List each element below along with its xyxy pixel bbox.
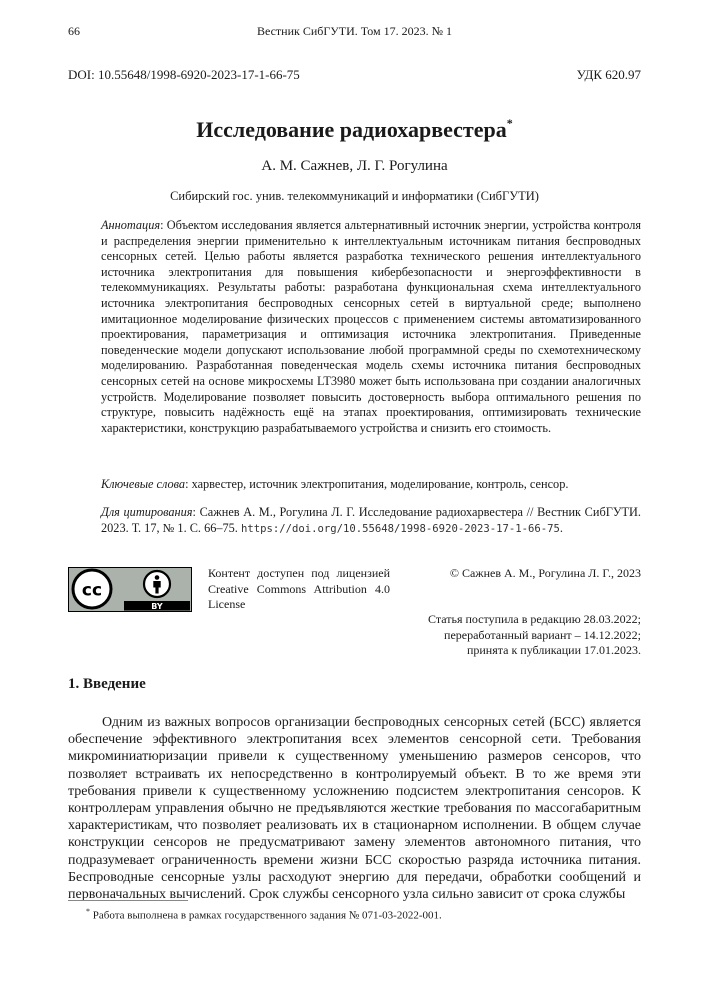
accepted-date: принята к публикации 17.01.2023. xyxy=(466,643,641,657)
license-text: Контент доступен под лицензией Creative Commons Attribution 4.0 License xyxy=(208,566,390,611)
udk-code: УДК 620.97 xyxy=(576,67,641,82)
cc-badge-label: cc xyxy=(81,580,103,601)
body-paragraph: Одним из важных вопросов организации беспроводных сенсорных сетей (БСС) является обеспечение эффективного электропитания всех элементов сенсорной сети. Требования микроминиатюризации привели к существенному уменьшению размеров сенсоров, что позволяет встраивать их непосредственно в контролируемый объект. В то же время эти требования привели к существенному усложнению подсистем электропитания сенсоров. К контроллерам управления обычно не предъявляются жесткие требования по массогабаритным характеристикам, что позволяет реализовать их в стационарном исполнении. В общем случае конструкции сенсоров не предусматривают замену элементов автономного питания, что подразумевает ограниченность времени жизни БСС скоростью разряда источника питания. Беспроводные сенсорные узлы расходуют энергию для передачи, обработки сообщений и первоначальных вычислений. Срок службы сенсорного узла сильно зависит от срока службы xyxy=(68,715,641,903)
received-date: Статья поступила в редакцию 28.03.2022; xyxy=(427,612,641,626)
attribution-person-icon xyxy=(144,571,170,597)
footnote-divider xyxy=(68,900,188,901)
cc-logo-icon xyxy=(73,570,111,608)
doi-link[interactable]: https://doi.org/10.55648/1998-6920-2023-17-1-66-75 xyxy=(240,522,560,535)
footnote-text: Работа выполнена в рамках государственного задания № 071-03-2022-001. xyxy=(90,909,442,922)
cc-by-license-badge[interactable] xyxy=(68,567,192,612)
authors: А. М. Сажнев, Л. Г. Рогулина xyxy=(261,158,448,174)
citation-end: . xyxy=(559,520,563,535)
revised-date: переработанный вариант – 14.12.2022; xyxy=(444,627,641,642)
section-heading: 1. Введение xyxy=(68,676,146,692)
article-dates xyxy=(428,612,641,659)
keywords-text: : харвестер, источник электропитания, моделирование, контроль, сенсор. xyxy=(185,477,569,491)
footnote-mark: * xyxy=(86,907,90,916)
by-badge-label: BY xyxy=(151,602,163,611)
title-text: Исследование радиохарвестера xyxy=(196,117,507,142)
citation-text: : Сажнев А. М., Рогулина Л. Г. Исследование радиохарвестера // Вестник СибГУТИ. 2023. Т. 17, № 1. С. 66–75. xyxy=(101,505,641,535)
keywords xyxy=(101,477,641,493)
doi: DOI: 10.55648/1998-6920-2023-17-1-66-75 xyxy=(68,67,300,82)
page-number: 66 xyxy=(68,24,80,38)
article-title xyxy=(0,117,709,143)
affiliation: Сибирский гос. унив. телекоммуникаций и информатики (СибГУТИ) xyxy=(170,189,539,203)
citation xyxy=(101,505,641,537)
abstract-label: Аннотация xyxy=(101,218,161,232)
copyright: © Сажнев А. М., Рогулина Л. Г., 2023 xyxy=(449,566,641,580)
keywords-label: Ключевые слова xyxy=(101,477,186,491)
footnote xyxy=(86,907,442,922)
abstract-text: : Объектом исследования является альтернативный источник энергии, устройства контроля и распределения энергии применительно к интеллектуальным источникам питания беспроводных сенсорных сетей. Целью работы является разработка технического решения интеллектуального источника электропитания для повышения кибербезопасности и энергоэффективности в телекоммуникациях. Результаты работы: разработана функциональная схема интеллектуального источника электропитания беспроводных сенсорных сетей в виртуальной среде; выполнено имитационное моделирование физических процессов с применением системы автоматизированного проектирования, параметризация и оптимизация источника электропитания. Приведенные поведенческие модели допускают использование любой программной среды по схемотехническому моделированию. Разработанная поведенческая модель схемы источника питания беспроводных сенсорных сетей на основе микросхемы LT3980 может быть использована при создании аналогичных устройств. Моделирование позволяет повысить достоверность выбора оптимального решения по структуре, повысить надёжность ещё на этапах проектирования, оптимизировать технические характеристики, конструкцию разрабатываемого устройства и снизить его стоимость. xyxy=(101,218,641,435)
title-footnote-mark: * xyxy=(506,115,513,130)
citation-label: Для цитирования xyxy=(101,505,193,519)
running-head: Вестник СибГУТИ. Том 17. 2023. № 1 xyxy=(256,24,453,38)
abstract xyxy=(101,218,641,436)
